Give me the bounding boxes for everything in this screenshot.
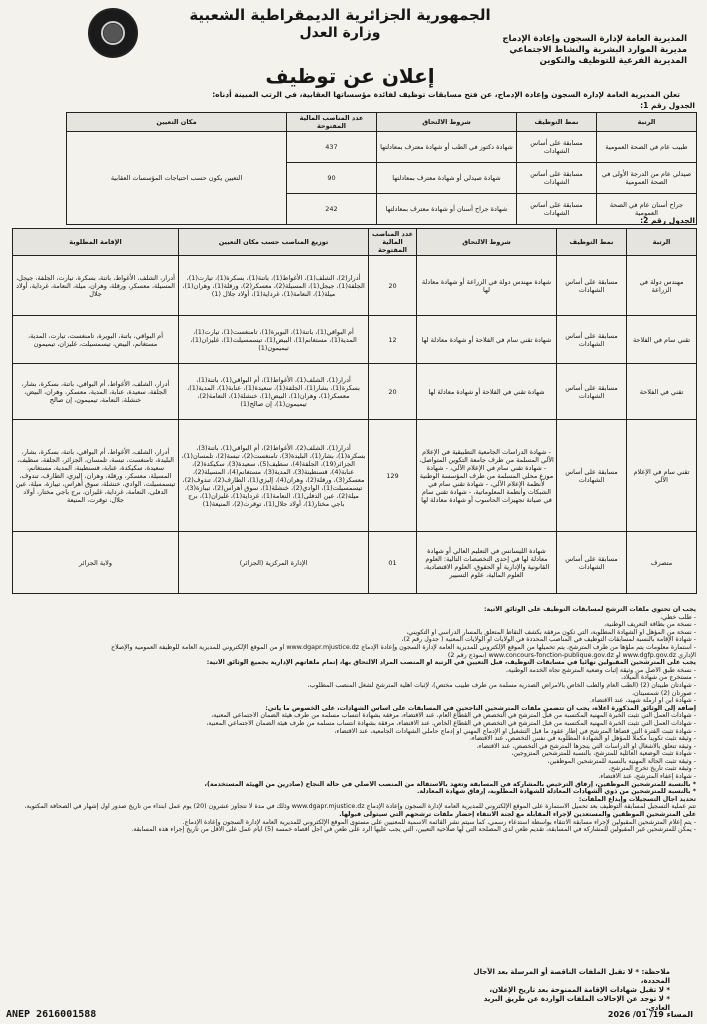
table-cell: شهادة الليسانس في التعليم العالي أو شهادة معادلة لها في إحدى التخصصات التالية: العلوم القانونية والإدارية أو الحقوق، العلوم الاقتصادية، العلوم المالية، علوم التسيير [417, 532, 557, 594]
table-cell: مسابقة على أساس الشهادات [517, 132, 597, 163]
requirement-line: - شهادة تثبت الفترة التي قضاها المترشح في إطار عقود ما قبل التشغيل أو الإدماج المهني أو إدماج حاملي الشهادات الجامعية، عند الاقتضاء، [334, 727, 696, 735]
table-cell: صيدلي عام من الدرجة الأولى في الصحة العمومية [597, 163, 697, 194]
republic-heading: الجمهورية الجزائرية الديمقراطية الشعبية [189, 6, 491, 24]
requirement-line: - شهادة الإقامة بالنسبة لمسابقات التوظيف في المناصب المحددة في الولايات أو الولايات المعنية ( جدول رقم 2)، [401, 636, 696, 644]
table-cell: مسابقة على أساس الشهادات [517, 194, 597, 225]
requirement-line: - نسخة من بطاقة التعريف الوطنية، [604, 621, 696, 629]
table-cell: شهادة جراح أسنان أو شهادة معترف بمعادلتها [377, 194, 517, 225]
table-cell: مسابقة على أساس الشهادات [517, 163, 597, 194]
directorate-line: المديرية الفرعية للتوظيف والتكوين [539, 56, 687, 66]
requirement-line: - شهادات العمل التي تثبت الخبرة المهنية المكتسبة من قبل المترشح في التخصص في القطاع الخاص، عند الاقتضاء، مرفقة بشهادة انتساب مسلمة من طرف هيئة الضمان الاجتماعي المعنية، [206, 719, 696, 727]
table-cell: أدرار، الشلف، الأغواط، أم البواقي، باتنة، بسكرة، بشار، البليدة، تامنغست، تبسة، تلمسان، الجزائر، الجلفة، سطيف، سعيدة، سكيكدة، عنابة، قسنطينة، المدية، مستغانم، المسيلة، معسكر، ورقلة، وهران، إليزي، الطارف، تندوف، تيسمسيلت، الوادي، خنشلة، سوق أهراس، تيبازة، ميلة، عين الدفلى، النعامة، غرداية، غليزان، برج باجي مختار، أولاد جلال، توقرت، المنيعة [13, 420, 179, 532]
table-row [13, 532, 697, 594]
requirement-line: تحديد آجال التسجيلات وإيداع الملفات: [578, 795, 696, 803]
table-2 [12, 228, 697, 594]
note-line: * لا تقبل شهادات الإقامة الممنوحة بعد تاريخ الإعلان، [489, 986, 670, 994]
table-cell: 437 [287, 132, 377, 163]
requirement-line: الإداري www.dgfp.gov.dz أو www.concours-fonction-publique.gov.dz (نموذج رقم 2) [447, 651, 696, 659]
announcement-intro: تعلن المديرية العامة لإدارة السجون وإعادة الإدماج، عن فتح مسابقات توظيف لفائدة مؤسساتها العقابية، في الرتب المبينة أدناه: [212, 90, 680, 99]
announcement-title: إعلان عن توظيف [265, 64, 435, 88]
table1-header: مكان التعيين [67, 113, 287, 132]
directorate-line: مديرية الموارد البشرية والنشاط الاجتماعي [509, 45, 687, 55]
requirement-line: - وثيقة تثبت تاريخ تخرج المترشح، [608, 765, 696, 773]
table-cell: شهادة صيدلي أو شهادة معترف بمعادلتها [377, 163, 517, 194]
notes-block [460, 968, 670, 1013]
note-line: * لا توجد عن الإحالات الملفات الواردة عن طريق البريد العادي. [483, 995, 670, 1012]
requirement-line: - طلب خطي، [660, 613, 696, 621]
table2-header: الرتبة [627, 229, 697, 256]
table-cell: مهندس دولة في الزراعة [627, 256, 697, 316]
requirement-line: - وثيقة تتعلق بالأشغال أو الدراسات التي ينجزها المترشح في التخصص، عند الاقتضاء، [476, 742, 696, 750]
requirement-line: يجب على المترشحين المقبولين نهائيا في مسابقات التوظيف، قبل التعيين في الرتبة أو المنصب المراد الالتحاق بها، إتمام ملفاتهم الإدارية بجميع الوثائق الآتية: [206, 659, 696, 667]
table-cell: التعيين يكون حسب احتياجات المؤسسات العقابية [67, 132, 287, 225]
table-cell: أدرار(1)، الشلف(1)، الأغواط(1)، أم البواقي(1)، باتنة(1)، بسكرة(1)، بشار(1)، الجلفة(1)، سعيدة(1)، عنابة(1)، المدية(1)، معسكر(1)، وهران(1)، البيض(1)، خنشلة(1)، النعامة(2)، تيميمون(1)، إن صالح(1) [179, 364, 369, 420]
table-cell: شهادة مهندس دولة في الزراعة أو شهادة معادلة لها [417, 256, 557, 316]
table-cell: أم البواقي، باتنة، البويرة، تامنغست، تيارت، المدية، مستغانم، البيض، تيسمسيلت، غليزان، تيميمون [13, 316, 179, 364]
table-cell: مسابقة على أساس الشهادات [557, 316, 627, 364]
requirement-line: - نسخة طبق الأصل من وثيقة إثبات وضعية المترشح تجاه الخدمة الوطنية، [505, 666, 696, 674]
table-cell: جراح أسنان عام في الصحة العمومية [597, 194, 697, 225]
table-cell: 129 [369, 420, 417, 532]
table-row [67, 132, 697, 163]
table-cell: أدرار، الشلف، الأغواط، باتنة، بسكرة، تيارت، الجلفة، جيجل، المسيلة، معسكر، ورقلة، وهران، ميلة، النعامة، غرداية، أولاد جلال [13, 256, 179, 316]
table-cell: الإدارة المركزية (الجزائر) [179, 532, 369, 594]
requirement-line: على المترشحين الموظفين والمستعدين لإجراء المقابلة مع لجنة الانتقاء إحضار ملفات ترشحهم التي سيتولى قبولها. [339, 811, 696, 819]
table-cell: 242 [287, 194, 377, 225]
requirement-line: يجب أن تحتوي ملفات الترشح لمسابقات التوظيف على الوثائق الآتية: [483, 606, 696, 613]
table-row [13, 364, 697, 420]
note-line: ملاحظة: * لا تقبل الملفات الناقصة أو المرسلة بعد الآجال المحددة، [473, 968, 670, 985]
requirement-line: - يمكن للمترشحين غير المقبولين للمشاركة في المسابقة، تقديم طعن لدى المصلحة التي لها صلاحية التعيين، التي يجب عليها الرد على طعن في أجل أقصاه خمسة (5) أيام عمل على الأقل من تاريخ إجراء هذه المسابقة. [131, 826, 696, 834]
table2-header: الإقامة المطلوبة [13, 229, 179, 256]
table-cell: طبيب عام في الصحة العمومية [597, 132, 697, 163]
table-cell: مسابقة على أساس الشهادات [557, 364, 627, 420]
table-cell: 20 [369, 364, 417, 420]
table-cell: شهادة تقني سام في الفلاحة أو شهادة معادلة لها [417, 316, 557, 364]
table-cell: 20 [369, 256, 417, 316]
ministry-heading: وزارة العدل [299, 25, 381, 41]
requirement-line: - صورتان (2) شمسيتان، [631, 689, 696, 697]
table-cell: مسابقة على أساس الشهادات [557, 532, 627, 594]
requirement-line: - استمارة معلومات يتم ملؤها من طرف المترشح، يتم تحميلها من الموقع الإلكتروني للمديرية العامة لإدارة السجون وإعادة الإدماج www.dgapr.mjustice.dz أو من الموقع الإلكتروني للمديرية العامة للوظيفة العمومية والإصلاح [111, 643, 696, 651]
table2-label: الجدول رقم 2: [640, 216, 695, 225]
table-cell: ولاية الجزائر [13, 532, 179, 594]
table-cell: شهادة تقني في الفلاحة أو شهادة معادلة لها [417, 364, 557, 420]
table1-header: نمط التوظيف [517, 113, 597, 132]
requirement-line: - وثيقة تثبت الحالة المهنية بالنسبة للمترشحين الموظفين، [547, 757, 696, 765]
ministry-seal-icon [88, 8, 138, 58]
table-cell: 12 [369, 316, 417, 364]
table2-header: عدد المناصب المالية المفتوحة [369, 229, 417, 256]
table-cell: مسابقة على أساس الشهادات [557, 256, 627, 316]
requirement-line: - مستخرج من شهادة الميلاد، [621, 674, 696, 682]
table2-header: توزيع المناصب حسب مكان التعيين [179, 229, 369, 256]
table-cell: تقني سام في الإعلام الآلي [627, 420, 697, 532]
requirement-line: إضافة إلى الوثائق المذكورة أعلاه، يجب أن تتضمن ملفات المترشحين الناجحين في المسابقات على أساس الشهادات، على الخصوص ما يأتي: [265, 704, 696, 712]
directorates-block [417, 34, 687, 67]
table1-header: عدد المناصب المالية المفتوحة [287, 113, 377, 132]
table-cell: شهادة دكتور في الطب أو شهادة معترف بمعادلتها [377, 132, 517, 163]
table-row [13, 256, 697, 316]
requirement-line: - شهادة تثبت الوضعية العائلية للمترشح، بالنسبة للمترشحين المتزوجين، [511, 750, 696, 758]
requirement-line: - نسخة من المؤهل أو الشهادة المطلوبة، التي تكون مرفقة بكشف النقاط المتعلق بالمسار الدراسي أو التكويني، [406, 628, 696, 636]
requirement-line: - شهادة أبن أو أرملة شهيد، عند الاقتضاء. [589, 697, 696, 705]
table2-header: نمط التوظيف [557, 229, 627, 256]
table-cell: مسابقة على أساس الشهادات [557, 420, 627, 532]
publication-date: المساء 19/ 01/ 2026 [607, 1010, 693, 1019]
requirements-section [16, 606, 696, 834]
requirement-line: - شهادتان طبيتان (2) (الطب العام والطب الخاص بالأمراض الصدرية مسلمة من طرف طبيب مختص)، لإثبات أهلية المترشح لشغل المنصب المطلوب، [307, 681, 696, 689]
requirement-line: - يتم إعلام المترشحين المقبولين لإجراء مسابقة الانتقاء بواسطة استدعاء رسمي، كما سيتم نشر القائمة الاسمية للمعنيين على مستوى الموقع الإلكتروني للمديرية العامة لإدارة السجون وإعادة الإدماج. [182, 818, 696, 826]
table-cell: أم البواقي(1)، باتنة(1)، البويرة(1)، تامنغست(1)، تيارت(1)، المدية(1)، مستغانم(1)، البيض(1)، تيسمسيلت(1)، غليزان(1)، تيميمون(1) [179, 316, 369, 364]
table-row [13, 316, 697, 364]
requirement-line: تتم عملية التسجيل لمسابقة التوظيف بعد تحميل الاستمارة على الموقع الإلكتروني للمديرية العامة لإدارة السجون وإعادة الإدماج www.dgapr.mjustice.dz وذلك في مدة لا تتجاوز عشرون (20) يوم عمل ابتداء من تاريخ صدور أول إشهار في الصحافة المكتوبة، [24, 803, 696, 811]
table-row [13, 420, 697, 532]
requirement-line: * بالنسبة للمترشحين من ذوي الشهادات المعادلة للشهادة المطلوبة، إرفاق شهادة المعادلة. [416, 788, 696, 796]
requirement-line: - شهادة إعفاء المترشح، عند الاقتضاء. [598, 773, 696, 781]
table-cell: - شهادة الدراسات الجامعية التطبيقية في الإعلام الآلي المسلمة من طرف جامعة التكوين المتواصل، - شهادة تقني سام في الإعلام الآلي، - شهادة موزع محلي المسلمة من طرف المؤسسة الوطنية لأنظمة الإعلام الآلي، - شهادة تقني سام في الشبكات وأنظمة المعلوماتية، - شهادة تقني سام في صيانة تجهيزات الحاسوب أو شهادة معادلة لها [417, 420, 557, 532]
requirement-line: * بالنسبة للمترشحين الموظفين، إرفاق الترخيص بالمشاركة في المسابقة وتعهد بالاستقالة من المنصب الأصلي في حالة النجاح (صادرين من الهيئة المستخدمة)، [204, 780, 696, 788]
anep-reference: ANEP 2616001588 [6, 1009, 97, 1020]
table1-header: الرتبة [597, 113, 697, 132]
table-cell: 90 [287, 163, 377, 194]
table-cell: 01 [369, 532, 417, 594]
table-cell: تقني في الفلاحة [627, 364, 697, 420]
directorate-line: المديرية العامة لإدارة السجون وإعادة الإدماج [502, 34, 687, 44]
table1-label: الجدول رقم 1: [640, 101, 695, 110]
table-cell: أدرار(1)، الشلف(2)، الأغواط(2)، أم البواقي(1)، باتنة(3)، بسكرة(1)، بشار(1)، البليدة(3)، تامنغست(2)، تبسة(2)، تلمسان(1)، الجزائر(19)، الجلفة(4)، سطيف(5)، سعيدة(3)، سكيكدة(2)، عنابة(4)، قسنطينة(3)، المدية(3)، مستغانم(4)، المسيلة(2)، معسكر(3)، ورقلة(2)، وهران(4)، إليزي(1)، الطارف(2)، تندوف(2)، تيسمسيلت(1)، الوادي(2)، خنشلة(1)، سوق أهراس(2)، تيبازة(3)، ميلة(2)، عين الدفلى(1)، النعامة(1)، غرداية(1)، غليزان(1)، برج باجي مختار(1)، أولاد جلال(1)، توقرت(2)، المنيعة(1) [179, 420, 369, 532]
table2-header: شروط الالتحاق [417, 229, 557, 256]
table-1 [66, 112, 697, 225]
table-cell: متصرف [627, 532, 697, 594]
table-cell: أدرار، الشلف، الأغواط، أم البواقي، باتنة، بسكرة، بشار، الجلفة، سعيدة، عنابة، المدية، معسكر، وهران، البيض، خنشلة، النعامة، تيميمون، إن صالح [13, 364, 179, 420]
requirement-line: - شهادات العمل التي تثبت الخبرة المهنية المكتسبة من قبل المترشح في التخصص في القطاع العام، عند الاقتضاء، مرفقة بشهادة انتساب مسلمة من طرف هيئة الضمان الاجتماعي المعنية، [211, 712, 696, 720]
requirement-line: - وثيقة تثبت تكوينا مكملا للمؤهل أو الشهادة المطلوبة في نفس التخصص، عند الاقتضاء، [469, 735, 696, 743]
table1-header: شروط الالتحاق [377, 113, 517, 132]
table-cell: أدرار(2)، الشلف(1)، الأغواط(1)، باتنة(1)، بسكرة(1)، تيارت(1)، الجلفة(1)، جيجل(1)، المسيلة(2)، معسكر(2)، ورقلة(1)، وهران(1)، ميلة(1)، النعامة(1)، غرداية(1)، أولاد جلال (1) [179, 256, 369, 316]
table-cell: تقني سام في الفلاحة [627, 316, 697, 364]
